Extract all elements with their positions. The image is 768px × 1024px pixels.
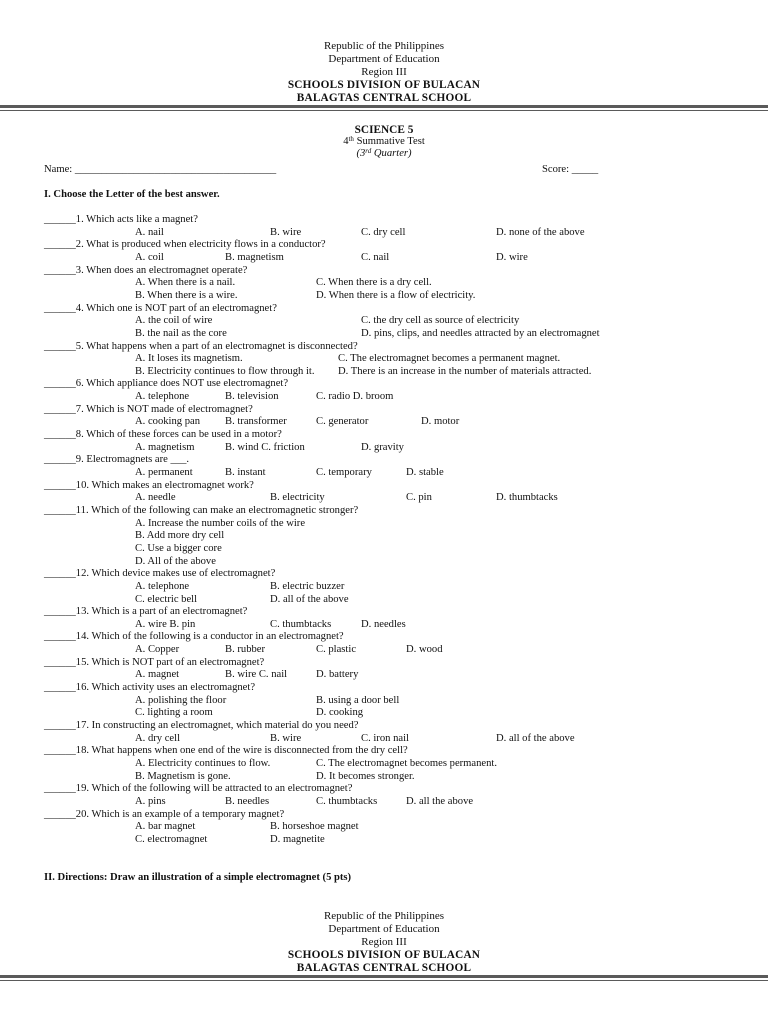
header-republic: Republic of the Philippines (323, 40, 445, 52)
answer-choices-row (0, 442, 768, 455)
answer-choices-row (0, 277, 768, 290)
answer-option: C. thumbtacks (316, 795, 378, 807)
answer-option: A. bar magnet (135, 821, 196, 833)
answer-option: A. dry cell (135, 732, 181, 744)
answer-option: B. electric buzzer (270, 580, 345, 592)
answer-option: B. the nail as the core (135, 327, 227, 339)
answer-option: A. magnet (135, 669, 180, 681)
header-republic: Republic of the Philippines (323, 910, 445, 922)
answer-option: B. Magnetism is gone. (135, 770, 231, 782)
header-school: BALAGTAS CENTRAL SCHOOL (296, 962, 472, 974)
answer-option: A. the coil of wire (135, 315, 213, 327)
answer-option: A. Electricity continues to flow. (135, 757, 271, 769)
answer-option: C. temporary (316, 467, 372, 478)
footer-divider-thick (0, 975, 768, 978)
question-18 (0, 745, 768, 758)
question-text: ______15. Which is NOT part of an electromagnet? (44, 656, 265, 668)
answer-option: B. television (225, 391, 279, 403)
answer-choices-row (0, 707, 768, 720)
answer-choices-row (0, 530, 768, 543)
answer-option: D. stable (406, 467, 444, 478)
question-17 (0, 720, 768, 733)
answer-choices-row (0, 353, 768, 366)
answer-option: B. Electricity continues to flow through it. (135, 365, 315, 377)
header-division: SCHOOLS DIVISION OF BULACAN (287, 949, 481, 961)
question-11 (0, 505, 768, 518)
answer-choices-row (0, 556, 768, 569)
question-8 (0, 429, 768, 442)
answer-choices-row (0, 391, 768, 404)
score-field[interactable]: Score: _____ (542, 164, 599, 175)
answer-option: D. cooking (316, 707, 364, 719)
answer-option: B. wire (270, 732, 302, 744)
answer-option: B. instant (225, 467, 266, 478)
answer-option: A. It loses its magnetism. (135, 353, 243, 365)
question-text: ______12. Which device makes use of electromagnet? (44, 568, 276, 580)
answer-option: D. all of the above (496, 732, 575, 744)
answer-choices-row (0, 543, 768, 556)
answer-option: A. wire B. pin (135, 618, 196, 630)
question-13 (0, 606, 768, 619)
answer-choices-row (0, 821, 768, 834)
answer-option: C. Use a bigger core (135, 542, 222, 554)
answer-option: C. electromagnet (135, 833, 208, 845)
answer-option: D. gravity (361, 441, 404, 453)
question-10 (0, 480, 768, 493)
answer-option: A. When there is a nail. (135, 277, 236, 289)
answer-option: D. needles (361, 618, 406, 630)
answer-choices-row (0, 581, 768, 594)
answer-option: D. thumbtacks (496, 492, 558, 504)
question-16 (0, 682, 768, 695)
answer-option: B. using a door bell (316, 694, 400, 706)
answer-option: B. wire C. nail (225, 669, 288, 681)
answer-option: C. generator (316, 416, 369, 428)
answer-option: A. telephone (135, 580, 190, 592)
answer-option: B. Add more dry cell (135, 530, 225, 542)
answer-option: B. needles (225, 795, 270, 807)
answer-choices-row (0, 796, 768, 809)
name-field[interactable]: Name: ______________________________________ (44, 164, 277, 175)
answer-option: D. all the above (406, 795, 474, 807)
question-text: ______2. What is produced when electricity flows in a conductor? (44, 239, 326, 251)
test-name: 4th Summative Test (343, 135, 425, 147)
quarter-label: (3rd Quarter) (356, 147, 412, 159)
question-20 (0, 809, 768, 822)
answer-choices-row (0, 252, 768, 265)
answer-choices-row (0, 366, 768, 379)
answer-choices-row (0, 594, 768, 607)
question-14 (0, 631, 768, 644)
answer-option: C. the dry cell as source of electricity (361, 315, 520, 327)
answer-option: C. dry cell (361, 226, 406, 238)
question-12 (0, 568, 768, 581)
question-text: ______13. Which is a part of an electromagnet? (44, 606, 248, 618)
answer-option: D. wire (496, 251, 528, 263)
question-text: ______3. When does an electromagnet operate? (44, 264, 248, 276)
header-region: Region III (361, 936, 407, 948)
answer-option: D. none of the above (496, 226, 585, 238)
section-2-instruction: II. Directions: Draw an illustration of a simple electromagnet (5 pts) (44, 872, 352, 883)
answer-choices-row (0, 492, 768, 505)
answer-option: B. magnetism (225, 251, 284, 263)
header-division: SCHOOLS DIVISION OF BULACAN (287, 79, 481, 91)
question-text: ______5. What happens when a part of an electromagnet is disconnected? (44, 340, 358, 352)
question-text: ______14. Which of the following is a conductor in an electromagnet? (44, 631, 344, 643)
answer-option: B. horseshoe magnet (270, 821, 359, 833)
question-text: ______20. Which is an example of a temporary magnet? (44, 808, 285, 820)
header-divider-thin (0, 110, 768, 111)
answer-choices-row (0, 518, 768, 531)
header-department: Department of Education (328, 53, 440, 65)
question-text: ______19. Which of the following will be attracted to an electromagnet? (44, 783, 353, 795)
school-header-repeat (0, 910, 768, 975)
answer-option: B. wire (270, 226, 302, 238)
answer-option: A. permanent (135, 467, 193, 478)
answer-option: D. magnetite (270, 833, 325, 845)
header-school: BALAGTAS CENTRAL SCHOOL (296, 92, 472, 104)
answer-option: C. pin (406, 492, 432, 504)
answer-option: C. electric bell (135, 593, 198, 605)
answer-option: A. needle (135, 492, 176, 504)
answer-choices-row (0, 416, 768, 429)
answer-choices-row (0, 758, 768, 771)
answer-option: C. nail (361, 251, 390, 263)
answer-choices-row (0, 669, 768, 682)
question-text: ______10. Which makes an electromagnet work? (44, 479, 254, 491)
question-5 (0, 341, 768, 354)
subject-title: SCIENCE 5 (354, 124, 414, 136)
answer-option: C. plastic (316, 644, 357, 656)
answer-option: D. pins, clips, and needles attracted by an electromagnet (361, 327, 600, 339)
question-3 (0, 265, 768, 278)
answer-option: D. motor (421, 416, 460, 428)
question-text: ______18. What happens when one end of the wire is disconnected from the dry cell? (44, 745, 408, 757)
answer-option: B. electricity (270, 492, 325, 504)
question-text: ______6. Which appliance does NOT use electromagnet? (44, 378, 289, 390)
answer-option: C. thumbtacks (270, 618, 332, 630)
answer-option: D. It becomes stronger. (316, 770, 415, 782)
answer-option: A. polishing the floor (135, 694, 227, 706)
test-title-block (0, 124, 768, 160)
footer-divider-thin (0, 980, 768, 981)
answer-choices-row (0, 328, 768, 341)
answer-option: D. battery (316, 669, 359, 681)
answer-option: D. When there is a flow of electricity. (316, 289, 476, 301)
answer-option: C. When there is a dry cell. (316, 277, 432, 289)
header-department: Department of Education (328, 923, 440, 935)
answer-option: A. cooking pan (135, 416, 201, 428)
header-region: Region III (361, 66, 407, 78)
question-text: ______9. Electromagnets are ___. (44, 454, 190, 466)
answer-option: D. All of the above (135, 555, 216, 567)
question-text: ______17. In constructing an electromagnet, which material do you need? (44, 720, 359, 731)
answer-option: A. coil (135, 251, 164, 263)
question-text: ______8. Which of these forces can be used in a motor? (44, 429, 282, 441)
answer-option: A. Copper (135, 644, 180, 656)
answer-choices-row (0, 290, 768, 303)
question-2 (0, 239, 768, 252)
answer-option: B. When there is a wire. (135, 289, 238, 301)
question-15 (0, 657, 768, 670)
answer-choices-row (0, 227, 768, 240)
answer-option: A. nail (135, 226, 164, 238)
question-7 (0, 404, 768, 417)
answer-choices-row (0, 619, 768, 632)
answer-choices-row (0, 695, 768, 708)
question-text: ______16. Which activity uses an electromagnet? (44, 682, 256, 694)
question-6 (0, 378, 768, 391)
answer-choices-row (0, 834, 768, 847)
answer-choices-row (0, 644, 768, 657)
answer-option: C. iron nail (361, 732, 409, 744)
question-1 (0, 214, 768, 227)
answer-option: C. radio D. broom (316, 391, 394, 403)
answer-choices-row (0, 771, 768, 784)
answer-option: C. The electromagnet becomes permanent. (316, 757, 498, 769)
answer-option: A. telephone (135, 391, 190, 403)
question-4 (0, 303, 768, 316)
school-header (0, 40, 768, 105)
answer-choices-row (0, 315, 768, 328)
question-9 (0, 454, 768, 467)
header-divider-thick (0, 105, 768, 108)
answer-option: B. transformer (225, 416, 287, 428)
answer-option: A. pins (135, 795, 166, 807)
answer-option: C. lighting a room (135, 707, 213, 719)
answer-option: A. Increase the number coils of the wire (135, 517, 306, 529)
question-text: ______4. Which one is NOT part of an electromagnet? (44, 302, 277, 314)
answer-choices-row (0, 733, 768, 746)
answer-option: D. There is an increase in the number of materials attracted. (338, 365, 592, 377)
answer-option: D. all of the above (270, 593, 349, 605)
answer-option: D. wood (406, 644, 443, 656)
section-1-instruction: I. Choose the Letter of the best answer. (44, 189, 220, 200)
question-text: ______7. Which is NOT made of electromagnet? (44, 403, 253, 415)
question-text: ______11. Which of the following can make an electromagnetic stronger? (44, 504, 359, 516)
answer-option: A. magnetism (135, 441, 195, 453)
answer-option: C. The electromagnet becomes a permanent magnet. (338, 353, 561, 365)
question-text: ______1. Which acts like a magnet? (44, 214, 198, 225)
answer-choices-row (0, 467, 768, 480)
question-19 (0, 783, 768, 796)
answer-option: B. wind C. friction (225, 441, 305, 453)
answer-option: B. rubber (225, 644, 266, 656)
